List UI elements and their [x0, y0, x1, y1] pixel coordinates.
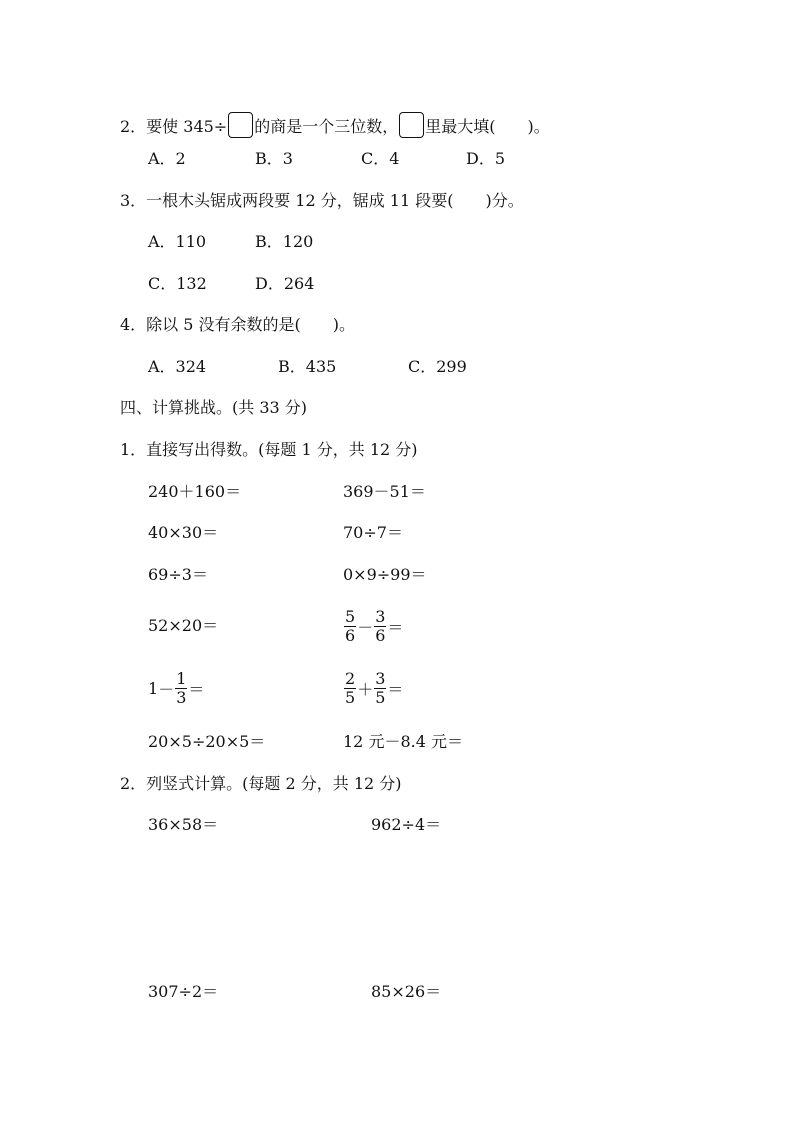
denominator: 6 — [375, 625, 386, 645]
calc-item: 70÷7＝ — [343, 523, 403, 542]
q2-option-c[interactable]: C．4 — [361, 149, 400, 168]
q4-option-a[interactable]: A．324 — [148, 357, 207, 376]
whole-number: 1 — [148, 678, 159, 698]
section-heading: 四、计算挑战。(共 33 分) — [120, 398, 308, 417]
denominator: 5 — [375, 687, 386, 707]
vertical-calc-item: 307÷2＝ — [148, 982, 219, 1001]
minus-sign: － — [158, 679, 175, 699]
question-2 — [120, 112, 550, 138]
answer-box — [228, 112, 253, 138]
calc-item-fraction — [148, 666, 204, 710]
question-4: 4．除以 5 没有余数的是( )。 — [120, 315, 356, 334]
denominator: 5 — [345, 687, 356, 707]
calc-item: 369－51＝ — [343, 482, 426, 501]
vertical-calc-item: 85×26＝ — [371, 982, 442, 1001]
vertical-calc-item: 962÷4＝ — [371, 815, 442, 834]
calc-item: 0×9÷99＝ — [343, 565, 427, 584]
q4-option-b[interactable]: B．435 — [278, 357, 337, 376]
equals-sign: ＝ — [188, 679, 205, 699]
q2-option-a[interactable]: A．2 — [148, 149, 186, 168]
vertical-calc-item: 36×58＝ — [148, 815, 219, 834]
q3-option-c[interactable]: C．132 — [148, 274, 207, 293]
fraction — [175, 670, 187, 707]
q2-option-b[interactable]: B．3 — [255, 149, 293, 168]
fraction — [344, 608, 356, 645]
denominator: 3 — [176, 687, 187, 707]
q4-option-c[interactable]: C．299 — [408, 357, 467, 376]
question-2-text-a: 2．要使 345÷ — [120, 117, 228, 136]
question-2-text-c: 里最大填( )。 — [425, 117, 550, 136]
calc-item: 52×20＝ — [148, 616, 219, 635]
q2-option-d[interactable]: D．5 — [466, 149, 506, 168]
numerator: 3 — [375, 668, 386, 688]
numerator: 2 — [345, 668, 356, 688]
fraction — [374, 670, 386, 707]
equals-sign: ＝ — [387, 617, 404, 637]
numerator: 3 — [375, 606, 386, 626]
question-3: 3．一根木头锯成两段要 12 分，锯成 11 段要( )分。 — [120, 191, 524, 210]
q3-option-a[interactable]: A．110 — [148, 232, 207, 251]
equals-sign: ＝ — [387, 679, 404, 699]
denominator: 6 — [345, 625, 356, 645]
question-2-text-b: 的商是一个三位数， — [254, 117, 399, 136]
calc-item-fraction — [343, 666, 403, 710]
plus-sign: ＋ — [357, 679, 374, 699]
minus-sign: － — [357, 617, 374, 637]
calc-item: 20×5÷20×5＝ — [148, 732, 266, 751]
calc-item-fraction — [343, 604, 403, 648]
calc-item: 240＋160＝ — [148, 482, 242, 501]
numerator: 1 — [176, 668, 187, 688]
q3-option-d[interactable]: D．264 — [255, 274, 315, 293]
calc-item: 40×30＝ — [148, 523, 219, 542]
answer-box — [399, 112, 424, 138]
calc-item: 69÷3＝ — [148, 565, 208, 584]
numerator: 5 — [345, 606, 356, 626]
calc-item: 12 元－8.4 元＝ — [343, 732, 463, 751]
part2-title: 2．列竖式计算。(每题 2 分，共 12 分) — [120, 774, 402, 793]
fraction — [344, 670, 356, 707]
q3-option-b[interactable]: B．120 — [255, 232, 314, 251]
part1-title: 1．直接写出得数。(每题 1 分，共 12 分) — [120, 440, 418, 459]
fraction — [374, 608, 386, 645]
